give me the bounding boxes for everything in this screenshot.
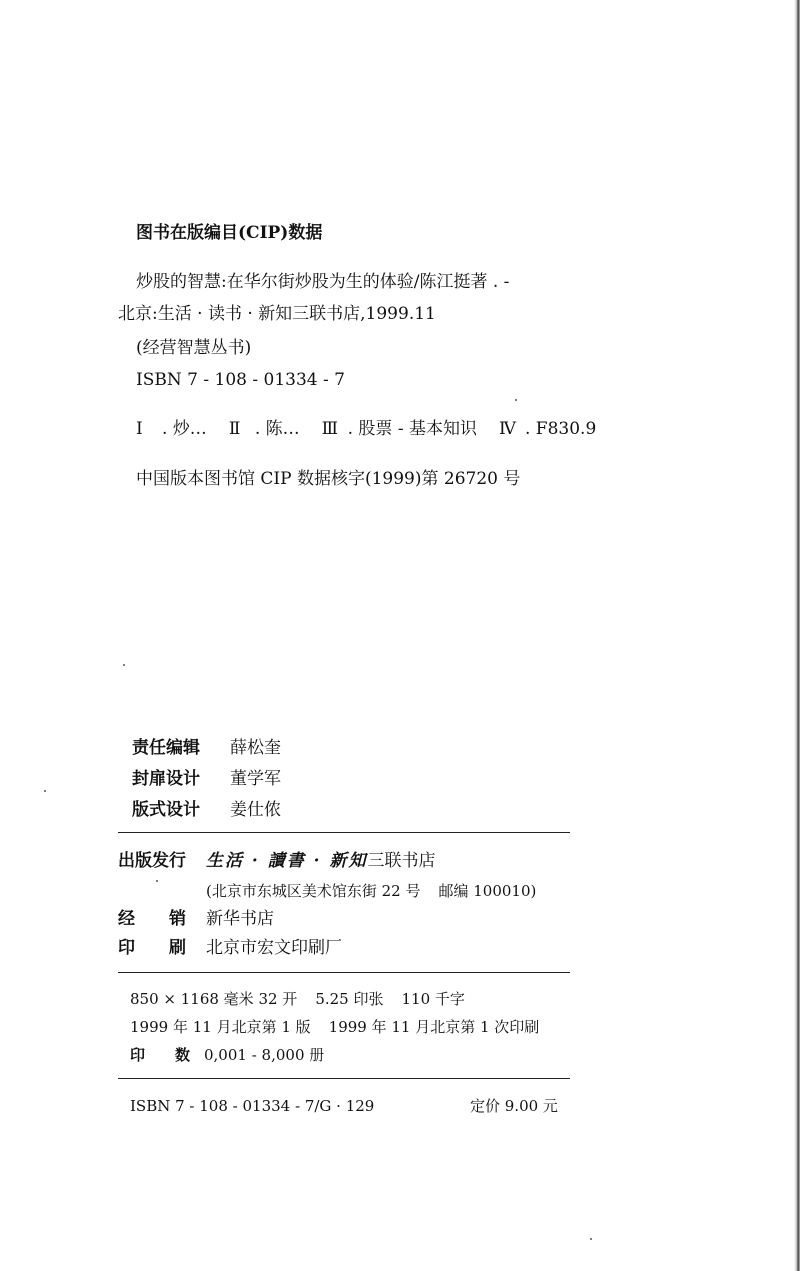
subject-text: . 股票 - 基本知识	[347, 419, 477, 439]
subject-item	[322, 418, 477, 440]
subject-item	[229, 418, 300, 440]
credit-label: 封扉设计	[132, 769, 200, 789]
divider	[118, 832, 570, 833]
credit-row	[132, 768, 281, 790]
distributor-row	[118, 908, 274, 930]
cip-series: (经营智慧丛书)	[136, 338, 252, 358]
spec-format: 850 × 1168 毫米 32 开	[130, 990, 298, 1008]
specs-edition-row	[130, 1016, 539, 1038]
publisher-name: 三联书店	[367, 851, 436, 871]
cip-subjects	[136, 418, 596, 440]
cip-title-line: 炒股的智慧:在华尔街炒股为生的体验/陈江挺著 . -	[136, 272, 510, 292]
cip-heading: 图书在版编目(CIP)数据	[136, 223, 323, 243]
printer-label: 印 刷	[118, 938, 186, 958]
publisher-row	[118, 850, 436, 872]
publisher-address-row	[206, 880, 536, 902]
subject-text: . F830.9	[524, 419, 597, 439]
subject-item	[499, 419, 596, 439]
cip-isbn: ISBN 7 - 108 - 01334 - 7	[136, 370, 345, 390]
printer-value: 北京市宏文印刷厂	[206, 938, 342, 958]
spec-run-value: 0,001 - 8,000 册	[204, 1046, 325, 1064]
subject-number: Ⅰ	[136, 419, 143, 439]
cip-publisher-line: 北京:生活 · 读书 · 新知三联书店,1999.11	[118, 304, 436, 324]
scan-speck	[515, 399, 517, 401]
spec-run-label: 印 数	[130, 1046, 191, 1064]
credit-row	[132, 799, 281, 821]
subject-text: . 陈…	[254, 419, 300, 439]
printer-row	[118, 937, 342, 959]
specs-format-row	[130, 988, 465, 1010]
cip-record-number: 中国版本图书馆 CIP 数据核字(1999)第 26720 号	[136, 469, 521, 489]
subject-item	[136, 418, 207, 440]
credit-value: 董学军	[230, 769, 281, 789]
credit-row	[132, 737, 281, 759]
footer-isbn: ISBN 7 - 108 - 01334 - 7/G · 129	[130, 1097, 375, 1115]
page-edge-shadow	[794, 0, 800, 1271]
credit-value: 薛松奎	[230, 738, 281, 758]
scan-speck	[156, 880, 158, 882]
spec-words: 110 千字	[401, 990, 465, 1008]
credit-label: 版式设计	[132, 800, 200, 820]
divider	[118, 972, 570, 973]
subject-text: . 炒…	[162, 419, 207, 439]
subject-number: Ⅳ	[498, 419, 516, 439]
subject-number: Ⅲ	[321, 419, 339, 439]
publisher-label: 出版发行	[118, 851, 186, 871]
divider	[118, 1078, 570, 1079]
spec-sheets: 5.25 印张	[315, 990, 384, 1008]
subject-number: Ⅱ	[228, 419, 241, 439]
credit-label: 责任编辑	[132, 738, 200, 758]
spec-edition: 1999 年 11 月北京第 1 版	[130, 1018, 311, 1036]
scan-speck	[590, 1238, 592, 1240]
publisher-address: (北京市东城区美术馆东街 22 号	[206, 882, 421, 900]
spec-printing: 1999 年 11 月北京第 1 次印刷	[328, 1018, 540, 1036]
credit-value: 姜仕侬	[230, 800, 281, 820]
scan-speck	[44, 790, 46, 792]
publisher-logo-text: 生活 · 讀書 · 新知	[206, 851, 368, 871]
footer-price: 定价 9.00 元	[470, 1097, 558, 1115]
publisher-postcode: 邮编 100010)	[438, 882, 537, 900]
specs-run-row	[130, 1044, 324, 1066]
scan-speck	[123, 664, 125, 666]
distributor-label: 经 销	[118, 909, 186, 929]
distributor-value: 新华书店	[206, 909, 274, 929]
